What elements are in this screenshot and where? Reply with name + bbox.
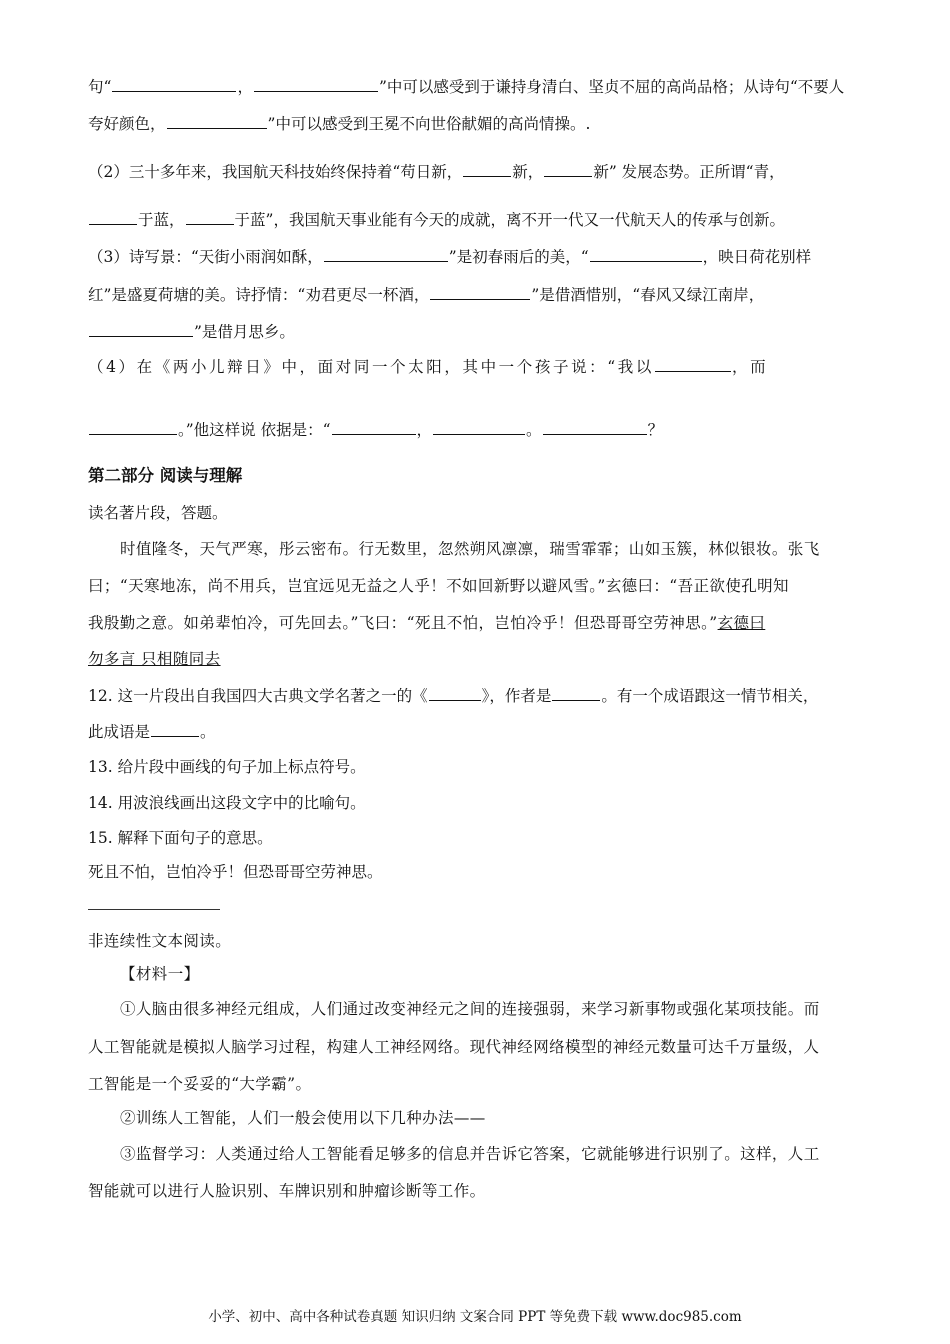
q12-text: 此成语是 bbox=[88, 723, 151, 741]
page-footer: 小学、初中、高中各种试卷真题 知识归纳 文案合同 PPT 等免费下载 www.doc985.com bbox=[208, 1309, 742, 1325]
q3-blank-2[interactable] bbox=[590, 245, 702, 262]
q1-text: ”中可以感受到王冕不向世俗献媚的高尚情操。. bbox=[267, 115, 591, 133]
q15-sentence: 死且不怕，岂怕冷乎！但恐哥哥空劳神思。 bbox=[88, 863, 383, 881]
q15: 15. 解释下面句子的意思。 bbox=[88, 829, 273, 847]
material-p1-line-1: ①人脑由很多神经元组成，人们通过改变神经元之间的连接强弱，来学习新事物或强化某项技能。而 bbox=[120, 1000, 820, 1018]
q12-blank-idiom[interactable] bbox=[151, 720, 199, 737]
q4-blank-5[interactable] bbox=[543, 418, 647, 435]
q3-blank-1[interactable] bbox=[324, 245, 448, 262]
part2-intro: 读名著片段，答题。 bbox=[88, 504, 228, 522]
q2-blank-3[interactable] bbox=[89, 208, 137, 225]
material-p3-line-1: ③监督学习：人类通过给人工智能看足够多的信息并告诉它答案，它就能够进行识别了。这样，人工 bbox=[120, 1145, 820, 1163]
q4-blank-2[interactable] bbox=[89, 418, 177, 435]
q3-blank-3[interactable] bbox=[430, 283, 530, 300]
material-p3-line-2: 智能就可以进行人脸识别、车牌识别和肿瘤诊断等工作。 bbox=[88, 1182, 486, 1200]
q2-text: 新， bbox=[512, 163, 544, 181]
q3-text: ”是借酒惜别，“春风又绿江南岸， bbox=[531, 286, 765, 304]
q3-blank-4[interactable] bbox=[89, 320, 193, 337]
q4-text: ？ bbox=[647, 421, 664, 439]
q3-line-2 bbox=[88, 283, 864, 306]
q3-line-3 bbox=[88, 320, 864, 343]
passage-line-4 bbox=[88, 648, 864, 670]
q14: 14. 用波浪线画出这段文字中的比喻句。 bbox=[88, 794, 366, 812]
q1-text: 句“ bbox=[88, 78, 112, 96]
underlined-sentence: 玄德曰 bbox=[717, 614, 766, 632]
q3-text: ”是初春雨后的美，“ bbox=[448, 248, 589, 266]
q2-line-1 bbox=[88, 160, 864, 183]
q4-text: ， bbox=[416, 421, 433, 439]
q1-line-2 bbox=[88, 112, 864, 135]
q12-line-1 bbox=[88, 684, 864, 707]
q2-blank-4[interactable] bbox=[186, 208, 234, 225]
q12-text: 。 bbox=[200, 723, 216, 741]
q3-line-1 bbox=[88, 245, 864, 268]
q4-text: 。”他这样说 依据是：“ bbox=[178, 421, 331, 439]
q1-blank-1[interactable] bbox=[112, 75, 236, 92]
q4-text: ，而 bbox=[732, 358, 769, 376]
material-p1-line-3: 工智能是一个妥妥的“大学霸”。 bbox=[88, 1075, 312, 1093]
passage-line-1: 时值隆冬，天气严寒，彤云密布。行无数里，忽然朔风凛凛，瑞雪霏霏；山如玉簇，林似银妆。张飞 bbox=[120, 540, 820, 558]
q12-text: 。有一个成语跟这一情节相关， bbox=[601, 687, 819, 705]
q2-blank-2[interactable] bbox=[544, 160, 592, 177]
q4-line-2 bbox=[88, 418, 864, 441]
q3-text: （3）诗写景：“天街小雨润如酥， bbox=[88, 248, 323, 266]
q4-text: （4）在《两小儿辩日》中，面对同一个太阳，其中一个孩子说：“我以 bbox=[88, 358, 654, 376]
part3-intro: 非连续性文本阅读。 bbox=[88, 932, 232, 950]
q2-blank-1[interactable] bbox=[463, 160, 511, 177]
q12-line-2 bbox=[88, 720, 864, 743]
q4-text: 。 bbox=[526, 421, 542, 439]
q12-text: 12. 这一片段出自我国四大古典文学名著之一的《 bbox=[88, 687, 428, 705]
passage-text: 我殷勤之意。如弟辈怕冷，可先回去。”飞曰：“死且不怕，岂怕冷乎！但恐哥哥空劳神思。” bbox=[88, 614, 718, 632]
q4-line-1 bbox=[88, 355, 864, 378]
q12-blank-book[interactable] bbox=[429, 684, 481, 701]
q3-text: ”是借月思乡。 bbox=[194, 323, 295, 341]
q2-text: 新” 发展态势。正所谓“青， bbox=[593, 163, 785, 181]
q12-text: 》，作者是 bbox=[481, 687, 552, 705]
q1-text: 夸好颜色， bbox=[88, 115, 166, 133]
q3-text: ，映日荷花别样 bbox=[702, 248, 812, 266]
part2-heading: 第二部分 阅读与理解 bbox=[88, 466, 243, 485]
q1-text: ”中可以感受到于谦持身清白、坚贞不屈的高尚品格；从诗句“不要人 bbox=[378, 78, 845, 96]
q2-text: 于蓝”，我国航天事业能有今天的成就，离不开一代又一代航天人的传承与创新。 bbox=[234, 211, 785, 229]
material-p1-line-2: 人工智能就是模拟人脑学习过程，构建人工神经网络。现代神经网络模型的神经元数量可达千万量级，人 bbox=[88, 1038, 820, 1056]
underlined-sentence: 勿多言 只相随同去 bbox=[88, 650, 221, 668]
divider-rule bbox=[88, 909, 220, 910]
q1-text: ， bbox=[237, 78, 253, 96]
q1-line-1 bbox=[88, 75, 864, 98]
q2-text: （2）三十多年来，我国航天科技始终保持着“苟日新， bbox=[88, 163, 463, 181]
passage-line-2: 曰；“天寒地冻，尚不用兵，岂宜远见无益之人乎！不如回新野以避风雪。”玄德曰：“吾正欲使孔明知 bbox=[88, 577, 789, 595]
q1-blank-3[interactable] bbox=[167, 112, 267, 129]
material-p2: ②训练人工智能，人们一般会使用以下几种办法—— bbox=[120, 1109, 486, 1127]
q13: 13. 给片段中画线的句子加上标点符号。 bbox=[88, 758, 366, 776]
q12-blank-author[interactable] bbox=[552, 684, 600, 701]
q2-text: 于蓝， bbox=[138, 211, 185, 229]
q2-line-2 bbox=[88, 208, 864, 231]
q4-blank-4[interactable] bbox=[433, 418, 525, 435]
q3-text: 红”是盛夏荷塘的美。诗抒情：“劝君更尽一杯酒， bbox=[88, 286, 430, 304]
passage-line-3 bbox=[88, 612, 864, 634]
q4-blank-1[interactable] bbox=[655, 355, 731, 372]
q1-blank-2[interactable] bbox=[254, 75, 378, 92]
q4-blank-3[interactable] bbox=[332, 418, 416, 435]
material-title: 【材料一】 bbox=[120, 965, 200, 983]
